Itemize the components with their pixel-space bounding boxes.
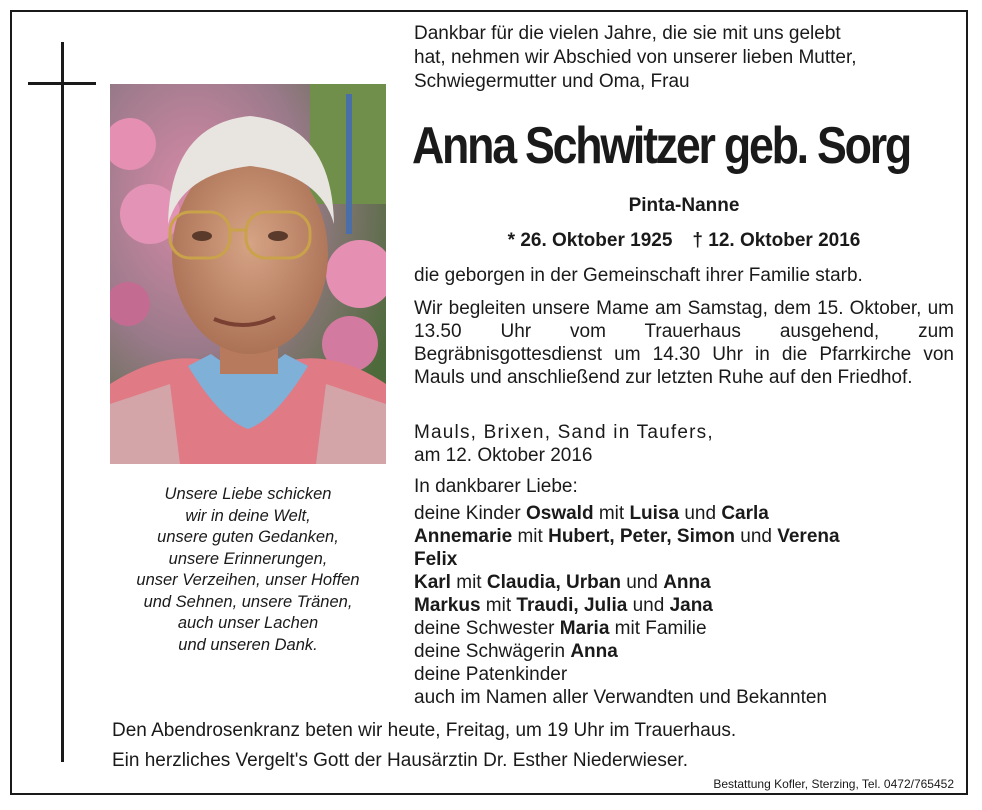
intro-line: Schwiegermutter und Oma, Frau bbox=[414, 71, 690, 92]
funeral-home-footer: Bestattung Kofler, Sterzing, Tel. 0472/765452 bbox=[713, 777, 954, 791]
rosary-text: Den Abendrosenkranz beten wir heute, Freitag, um 19 Uhr im Trauerhaus. bbox=[112, 720, 737, 741]
birth-date: * 26. Oktober 1925 bbox=[507, 230, 673, 251]
place-date bbox=[414, 421, 954, 467]
mourners-list bbox=[414, 502, 954, 709]
deceased-name: Anna Schwitzer geb. Sorg bbox=[412, 117, 910, 175]
intro-line: Dankbar für die vielen Jahre, die sie mit uns gelebt bbox=[414, 23, 841, 44]
poem bbox=[110, 484, 386, 656]
poem-line: und unseren Dank. bbox=[178, 635, 318, 654]
cross-icon-horizontal bbox=[28, 82, 96, 85]
portrait-photo bbox=[110, 84, 386, 464]
thanks-text: Ein herzliches Vergelt's Gott der Hausärztin Dr. Esther Niederwieser. bbox=[112, 750, 688, 771]
salutation: In dankbarer Liebe: bbox=[414, 476, 578, 497]
intro-line: hat, nehmen wir Abschied von unserer lieben Mutter, bbox=[414, 47, 857, 68]
poem-line: unsere Erinnerungen, bbox=[168, 549, 328, 568]
mourner-line: deine Schwägerin Anna bbox=[414, 641, 618, 662]
date-line: am 12. Oktober 2016 bbox=[414, 445, 593, 466]
mourner-line: Annemarie mit Hubert, Peter, Simon und Verena bbox=[414, 526, 840, 547]
nickname: Pinta-Nanne bbox=[628, 195, 740, 216]
mourner-line: deine Schwester Maria mit Familie bbox=[414, 618, 707, 639]
poem-line: auch unser Lachen bbox=[177, 614, 319, 632]
poem-line: wir in deine Welt, bbox=[185, 506, 311, 525]
funeral-text: Wir begleiten unsere Mame am Samstag, dem 15. Oktober, um 13.50 Uhr vom Trauerhaus ausgehend, zum Begräbnisgottesdienst um 14.30 Uhr in die Pfarrkirche von Mauls und anschließend zur letzten Ruhe auf den Friedhof. bbox=[414, 298, 954, 388]
poem-line: unser Verzeihen, unser Hoffen bbox=[136, 571, 360, 589]
poem-line: Unsere Liebe schicken bbox=[164, 485, 332, 503]
mourner-line: Felix bbox=[414, 549, 458, 570]
death-line: die geborgen in der Gemeinschaft ihrer Familie starb. bbox=[414, 265, 863, 286]
poem-line: unsere guten Gedanken, bbox=[157, 528, 339, 546]
mourner-line: auch im Namen aller Verwandten und Bekannten bbox=[414, 687, 827, 708]
place-line: Mauls, Brixen, Sand in Taufers, bbox=[414, 422, 714, 443]
mourner-line: deine Kinder Oswald mit Luisa und Carla bbox=[414, 503, 769, 524]
life-dates bbox=[414, 229, 954, 253]
mourner-line: Karl mit Claudia, Urban und Anna bbox=[414, 572, 711, 593]
death-date: † 12. Oktober 2016 bbox=[692, 230, 861, 251]
mourner-line: deine Patenkinder bbox=[414, 664, 568, 685]
poem-line: und Sehnen, unsere Tränen, bbox=[143, 592, 353, 611]
intro-text bbox=[414, 22, 954, 94]
cross-icon-vertical bbox=[61, 42, 64, 762]
mourner-line: Markus mit Traudi, Julia und Jana bbox=[414, 595, 713, 616]
